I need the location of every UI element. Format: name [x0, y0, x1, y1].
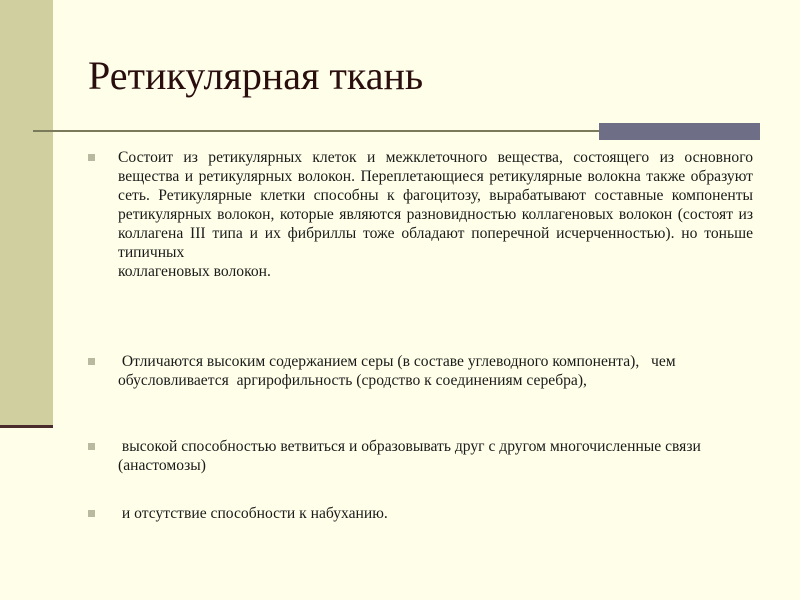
bullet-text: и отсутствие способности к набуханию.	[118, 505, 388, 522]
bullet-text: Состоит из ретикулярных клеток и межклеточного вещества, состоящего из основного вещества и ретикулярных волокон. Переплетающиеся ретикулярные волокна также образуют сеть. Ретикулярные клетки способны к фагоцитозу, вырабатывают составные компоненты ретикулярных волокон, которые являются разновидностью коллагеновых волокон (состоят из коллагена III типа и их фибриллы тоже обладают поперечной исчерченностью). но тоньше типичных	[118, 149, 753, 261]
divider-accent-block	[599, 123, 760, 140]
decorative-side-line	[0, 425, 53, 428]
bullet-square-icon	[88, 154, 95, 161]
bullet-square-icon	[88, 510, 95, 517]
bullet-text: высокой способностью ветвиться и образовывать друг с другом многочисленные связи (анастомозы)	[118, 438, 705, 474]
bullet-item-composition	[88, 148, 753, 281]
bullet-square-icon	[88, 443, 95, 450]
bullet-text-last-line: коллагеновых волокон.	[118, 263, 271, 280]
slide-title: Ретикулярная ткань	[88, 53, 424, 98]
bullet-item-branching	[88, 437, 753, 475]
bullet-item-swelling	[88, 504, 753, 523]
bullet-text: Отличаются высоким содержанием серы (в составе углеводного компонента), чем обусловливается аргирофильность (сродство к соединениям серебра),	[118, 353, 680, 389]
decorative-side-bar	[0, 0, 53, 426]
bullet-square-icon	[88, 358, 95, 365]
bullet-text-wrapper	[118, 148, 753, 281]
bullet-item-sulfur	[88, 352, 753, 390]
